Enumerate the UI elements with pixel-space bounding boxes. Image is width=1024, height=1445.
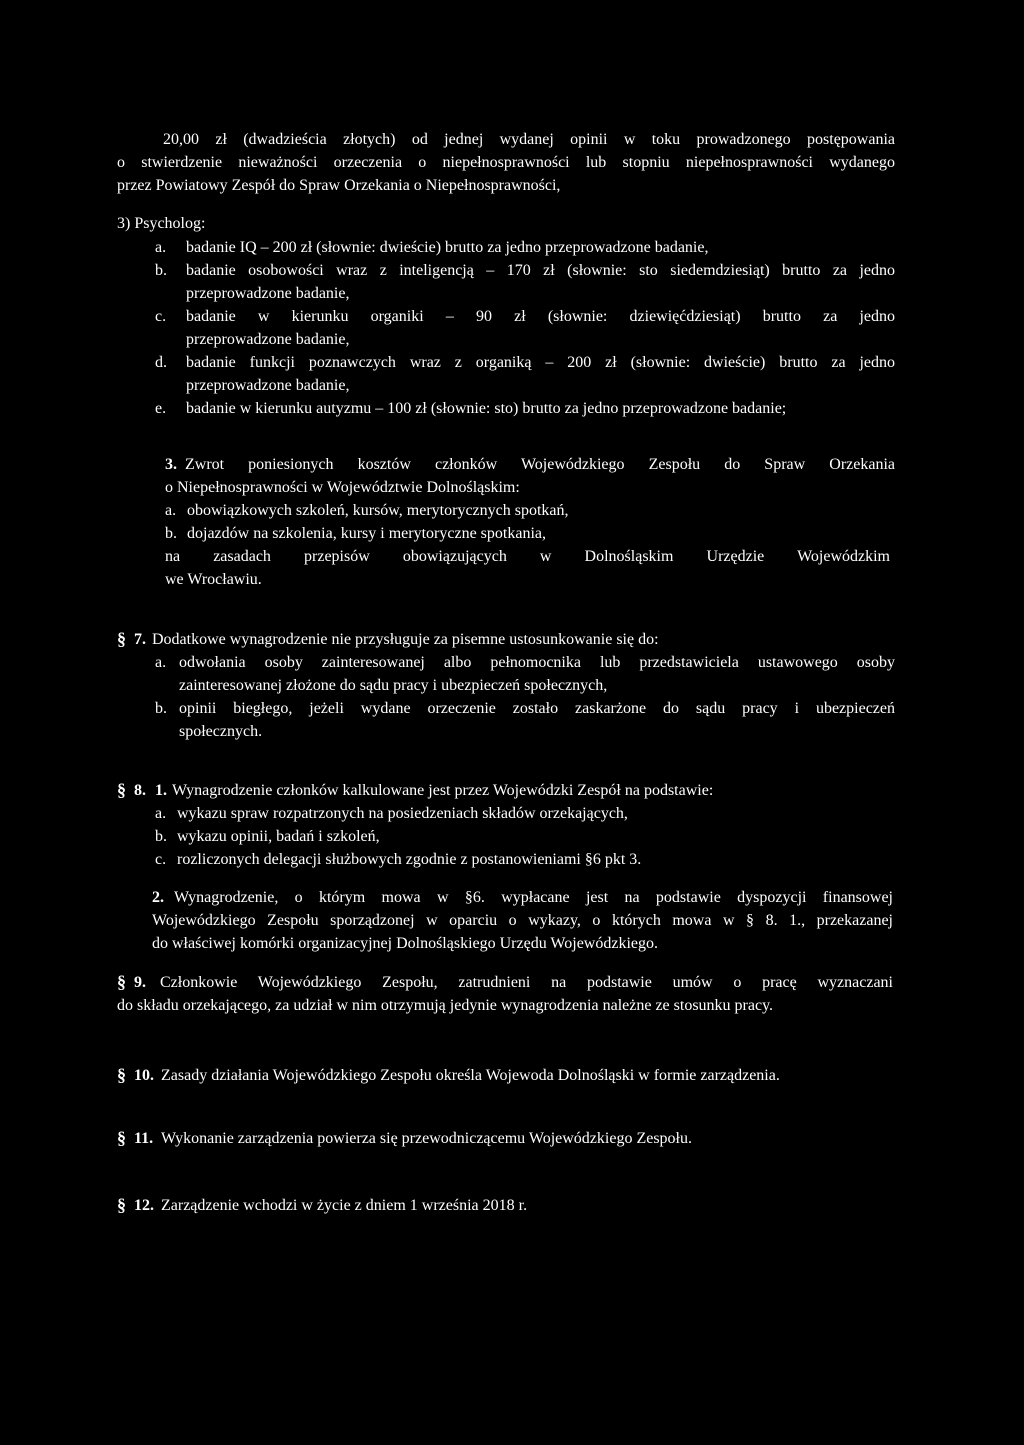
list-marker: d. xyxy=(155,354,167,371)
list-item-continuation: przeprowadzone badanie, xyxy=(186,377,350,394)
section-symbol: § xyxy=(117,629,126,649)
list-item: obowiązkowych szkoleń, kursów, merytorycznych spotkań, xyxy=(187,502,569,519)
section-7-lead: Dodatkowe wynagrodzenie nie przysługuje za pisemne ustosunkowanie się do: xyxy=(152,631,659,648)
list-marker: c. xyxy=(155,308,167,325)
point3-line-1: Zwrot poniesionych kosztów członków Wojewódzkiego Zespołu do Spraw Orzekania xyxy=(185,456,895,473)
list-marker: c. xyxy=(155,851,167,868)
intro-line-3: przez Powiatowy Zespół do Spraw Orzekania o Niepełnosprawności, xyxy=(117,177,561,194)
point3-closing-2: we Wrocławiu. xyxy=(165,571,262,588)
section-symbol: § xyxy=(117,1065,126,1085)
list-item: wykazu opinii, badań i szkoleń, xyxy=(177,828,380,845)
section-number: 8. xyxy=(134,782,146,799)
section-number: 7. xyxy=(134,631,146,648)
list-item: rozliczonych delegacji służbowych zgodnie z postanowieniami §6 pkt 3. xyxy=(177,851,642,868)
list-marker: b. xyxy=(155,700,167,717)
psycholog-heading: 3) Psycholog: xyxy=(117,215,206,232)
section-12-text: Zarządzenie wchodzi w życie z dniem 1 września 2018 r. xyxy=(161,1197,528,1214)
list-marker: a. xyxy=(165,502,177,519)
section-number: 9. xyxy=(134,974,146,991)
list-item: badanie funkcji poznawczych wraz z organiką – 200 zł (słownie: dwieście) brutto za jedno xyxy=(186,354,895,371)
section-8-p2-line-1: Wynagrodzenie, o którym mowa w §6. wypłacane jest na podstawie dyspozycji finansowej xyxy=(174,889,893,906)
list-item: badanie w kierunku autyzmu – 100 zł (słownie: sto) brutto za jedno przeprowadzone badanie; xyxy=(186,400,787,417)
section-symbol: § xyxy=(117,972,126,992)
section-8-p2-line-2: Wojewódzkiego Zespołu sporządzonej w oparciu o wykazy, o których mowa w § 8. 1., przekazanej xyxy=(152,912,893,929)
list-item: badanie osobowości wraz z inteligencją – 170 zł (słownie: sto siedemdziesiąt) brutto za jedno xyxy=(186,262,895,279)
section-8-p2-line-3: do właściwej komórki organizacyjnej Dolnośląskiego Urzędu Wojewódzkiego. xyxy=(152,935,658,952)
section-9-line-2: do składu orzekającego, za udział w nim otrzymują jedynie wynagrodzenia należne ze stosunku pracy. xyxy=(117,997,774,1014)
section-symbol: § xyxy=(117,1128,126,1148)
section-10-text: Zasady działania Wojewódzkiego Zespołu określa Wojewoda Dolnośląski w formie zarządzenia. xyxy=(161,1067,780,1084)
section-number: 11. xyxy=(134,1130,154,1147)
list-item: badanie w kierunku organiki – 90 zł (słownie: dziewięćdziesiąt) brutto za jedno xyxy=(186,308,895,325)
list-marker: b. xyxy=(165,525,177,542)
section-symbol: § xyxy=(117,780,126,800)
list-marker: b. xyxy=(155,828,167,845)
intro-line-1: 20,00 zł (dwadzieścia złotych) od jednej wydanej opinii w toku prowadzonego postępowania xyxy=(163,131,895,148)
list-item-continuation: przeprowadzone badanie, xyxy=(186,331,350,348)
point3-closing-1: na zasadach przepisów obowiązujących w Dolnośląskim Urzędzie Wojewódzkim xyxy=(165,548,890,565)
list-item-continuation: zainteresowanej złożone do sądu pracy i ubezpieczeń społecznych, xyxy=(179,677,608,694)
point-number: 3. xyxy=(165,456,177,473)
section-11-text: Wykonanie zarządzenia powierza się przewodniczącemu Wojewódzkiego Zespołu. xyxy=(161,1130,692,1147)
section-number: 12. xyxy=(134,1197,154,1214)
subpoint-number: 1. xyxy=(155,782,167,799)
list-item: badanie IQ – 200 zł (słownie: dwieście) brutto za jedno przeprowadzone badanie, xyxy=(186,239,709,256)
section-symbol: § xyxy=(117,1195,126,1215)
list-item: wykazu spraw rozpatrzonych na posiedzeniach składów orzekających, xyxy=(177,805,628,822)
list-item-continuation: społecznych. xyxy=(179,723,263,740)
section-9-line-1: Członkowie Wojewódzkiego Zespołu, zatrudnieni na podstawie umów o pracę wyznaczani xyxy=(160,974,893,991)
intro-line-2: o stwierdzenie nieważności orzeczenia o niepełnosprawności lub stopniu niepełnosprawności wydanego xyxy=(117,154,895,171)
list-item: opinii biegłego, jeżeli wydane orzeczenie zostało zaskarżone do sądu pracy i ubezpieczeń xyxy=(179,700,895,717)
list-item: odwołania osoby zainteresowanej albo pełnomocnika lub przedstawiciela ustawowego osoby xyxy=(179,654,895,671)
section-number: 10. xyxy=(134,1067,154,1084)
list-marker: a. xyxy=(155,239,167,256)
point3-line-2: o Niepełnosprawności w Województwie Dolnośląskim: xyxy=(165,479,520,496)
list-marker: b. xyxy=(155,262,167,279)
list-marker: a. xyxy=(155,654,167,671)
section-8-lead: Wynagrodzenie członków kalkulowane jest przez Wojewódzki Zespół na podstawie: xyxy=(172,782,714,799)
list-marker: e. xyxy=(155,400,167,417)
list-item: dojazdów na szkolenia, kursy i merytoryczne spotkania, xyxy=(187,525,546,542)
list-item-continuation: przeprowadzone badanie, xyxy=(186,285,350,302)
subpoint-number: 2. xyxy=(152,889,164,906)
list-marker: a. xyxy=(155,805,167,822)
